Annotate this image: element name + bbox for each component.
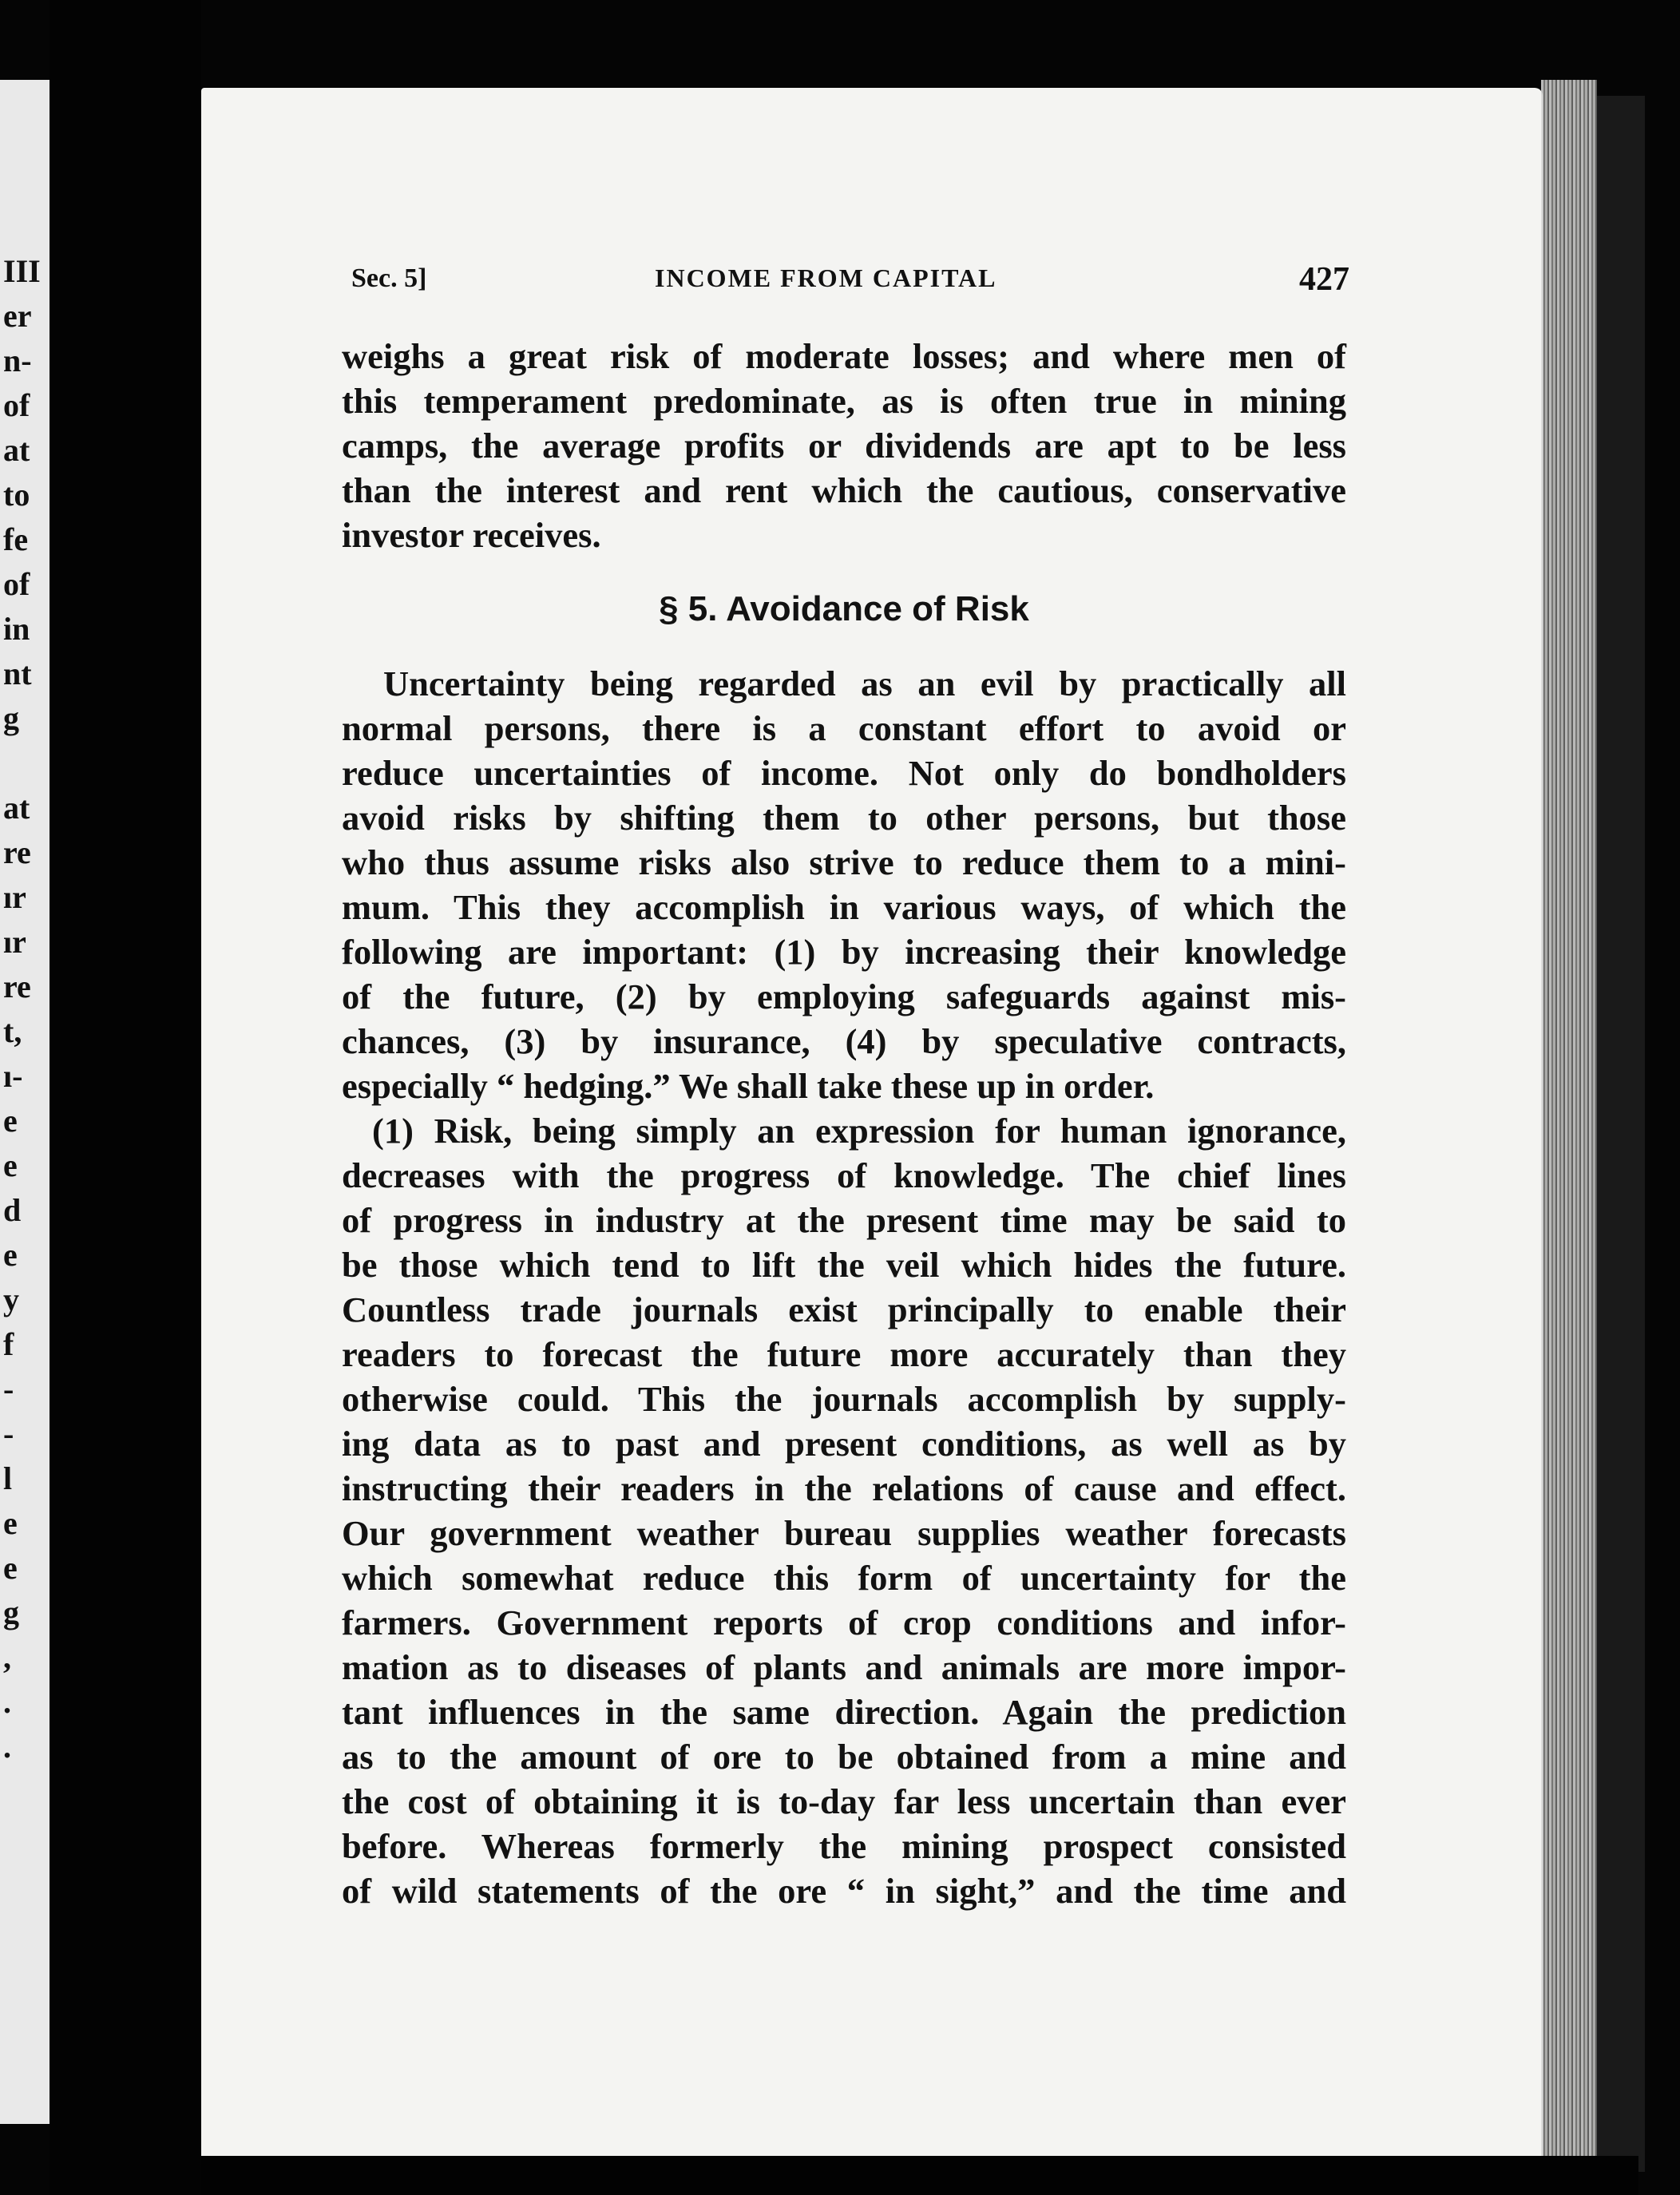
text-line: this temperament predominate, as is often true in mining <box>342 381 1346 421</box>
left-page-text-fragment: , <box>3 1639 11 1675</box>
section-heading: § 5. Avoidance of Risk <box>659 589 1029 628</box>
left-page-text-fragment: e <box>3 1237 18 1273</box>
text-line: tant influences in the same direction. Again the prediction <box>342 1692 1346 1732</box>
left-page-text-fragment: to <box>3 477 30 513</box>
left-page-text-fragment: . <box>3 1684 11 1720</box>
left-page-text-fragment: of <box>3 566 30 602</box>
left-page-text-fragment: . <box>3 1729 11 1765</box>
left-page-text-fragment: f <box>3 1326 14 1362</box>
text-line: reduce uncertainties of income. Not only do bondholders <box>342 753 1346 793</box>
text-line: than the interest and rent which the cautious, conservative <box>342 470 1346 510</box>
text-line: readers to forecast the future more accurately than they <box>342 1334 1346 1374</box>
left-page-text-fragment: re <box>3 969 31 1004</box>
left-page-text-fragment: y <box>3 1282 19 1317</box>
book-spine <box>1597 96 1645 2172</box>
left-page-text-fragment: re <box>3 834 31 870</box>
text-line: weighs a great risk of moderate losses; and where men of <box>342 336 1346 376</box>
text-line: before. Whereas formerly the mining prospect consisted <box>342 1826 1346 1866</box>
text-line: farmers. Government reports of crop conditions and infor- <box>342 1603 1346 1642</box>
text-line: who thus assume risks also strive to reduce them to a mini- <box>342 842 1346 882</box>
text-line: normal persons, there is a constant effort to avoid or <box>342 708 1346 748</box>
left-page-text-fragment: l <box>3 1460 13 1496</box>
left-page-text-fragment: at <box>3 432 30 468</box>
text-line: the cost of obtaining it is to-day far less uncertain than ever <box>342 1781 1346 1821</box>
chapter-title: INCOME FROM CAPITAL <box>655 263 997 292</box>
text-line: decreases with the progress of knowledge. The chief lines <box>342 1155 1346 1195</box>
text-line: be those which tend to lift the veil which hides the future. <box>342 1245 1346 1285</box>
left-page-text-fragment: ı- <box>3 1058 23 1094</box>
left-page-text-fragment: g <box>3 1595 19 1630</box>
book-gutter <box>50 0 201 2195</box>
left-page-text-fragment: in <box>3 611 30 647</box>
left-page-text-fragment: g <box>3 700 19 736</box>
text-line: mation as to diseases of plants and animals are more impor- <box>342 1647 1346 1687</box>
text-line: chances, (3) by insurance, (4) by speculative contracts, <box>342 1021 1346 1061</box>
text-line: of progress in industry at the present time may be said to <box>342 1200 1346 1240</box>
text-line: ing data as to past and present conditions, as well as by <box>342 1424 1346 1464</box>
text-line: following are important: (1) by increasing their knowledge <box>342 932 1346 972</box>
left-page-text-fragment: ır <box>3 924 26 960</box>
left-page-text-fragment: nt <box>3 656 32 691</box>
left-page-text-fragment: at <box>3 790 30 826</box>
left-page-text-fragment: - <box>3 1416 14 1452</box>
text-line: (1) Risk, being simply an expression for human ignorance, <box>372 1111 1346 1151</box>
paragraph-3 <box>342 1108 1346 1913</box>
paragraph-1 <box>342 334 1346 557</box>
text-line: especially “ hedging.” We shall take these up in order. <box>342 1066 1155 1106</box>
left-page-text-fragment: e <box>3 1550 18 1586</box>
page-edges <box>1541 80 1597 2164</box>
left-page-text-fragment: er <box>3 298 32 334</box>
text-line: which somewhat reduce this form of uncertainty for the <box>342 1558 1346 1598</box>
text-line: of the future, (2) by employing safeguards against mis- <box>342 977 1346 1016</box>
text-line: avoid risks by shifting them to other persons, but those <box>342 798 1346 838</box>
page-number: 427 <box>1299 261 1349 298</box>
running-head <box>351 256 1349 303</box>
text-line: Countless trade journals exist principally to enable their <box>342 1290 1346 1329</box>
left-page-text-fragment: n- <box>3 343 32 378</box>
left-page-text-fragment: e <box>3 1147 18 1183</box>
left-page-text-fragment: of <box>3 387 30 423</box>
text-line: Our government weather bureau supplies weather forecasts <box>342 1513 1346 1553</box>
left-page-text-fragment: - <box>3 1371 14 1407</box>
left-page-text-fragment: t, <box>3 1013 22 1049</box>
text-line: otherwise could. This the journals accomplish by supply- <box>342 1379 1346 1419</box>
left-page-text-fragment: e <box>3 1103 18 1139</box>
paragraph-2 <box>342 661 1346 1108</box>
left-page-text-fragment: fe <box>3 521 29 557</box>
text-line: instructing their readers in the relations of cause and effect. <box>342 1468 1346 1508</box>
text-line: camps, the average profits or dividends are apt to be less <box>342 426 1346 466</box>
section-marker: Sec. 5] <box>351 263 427 293</box>
text-line: mum. This they accomplish in various ways, of which the <box>342 887 1346 927</box>
left-page-text-fragment: ır <box>3 879 26 915</box>
text-line: Uncertainty being regarded as an evil by practically all <box>383 664 1346 703</box>
page-body <box>342 334 1346 1913</box>
left-page-fragment <box>0 80 50 2124</box>
text-line: as to the amount of ore to be obtained from a mine and <box>342 1737 1346 1777</box>
text-line: of wild statements of the ore “ in sight,” and the time and <box>342 1871 1346 1911</box>
left-page-text-fragment: d <box>3 1192 22 1228</box>
left-page-text-fragment: III <box>3 253 41 289</box>
scan-shadow <box>201 2156 1638 2195</box>
left-page-text-fragment: e <box>3 1505 18 1541</box>
text-line: investor receives. <box>342 515 601 555</box>
